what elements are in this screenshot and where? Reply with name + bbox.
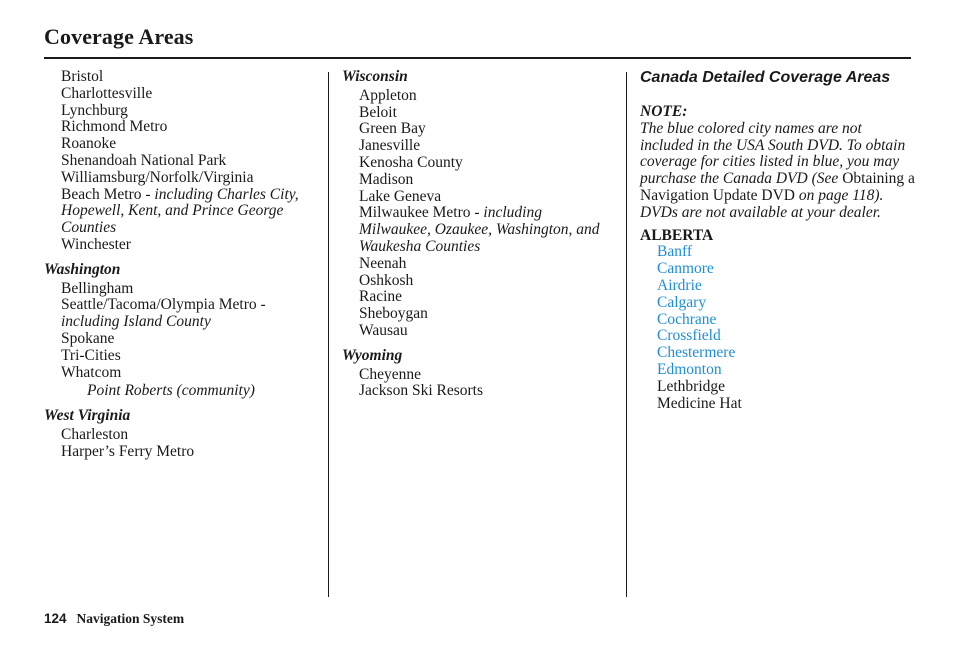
list-item: Lake Geneva (359, 187, 442, 205)
column-3 (640, 67, 915, 412)
city-blue: Cochrane (657, 310, 717, 328)
item-name: Milwaukee Metro - (359, 204, 484, 222)
item-name: Beach Metro - (61, 185, 155, 203)
list-item: Williamsburg/Norfolk/Virginia (61, 168, 254, 186)
page-footer (44, 611, 184, 627)
list-item: Lynchburg (61, 101, 128, 119)
note-label: NOTE: (640, 103, 688, 120)
list-item: Madison (359, 170, 414, 188)
list-item: Harper’s Ferry Metro (61, 442, 195, 460)
note-reference: Obtaining a Navigation Update DVD (640, 170, 915, 204)
note-text: on page 118). DVDs are not available at your dealer. (640, 186, 884, 221)
list-item: Charleston (61, 425, 129, 443)
column-2 (342, 69, 617, 400)
item-name: Seattle/Tacoma/Olympia Metro - (61, 296, 266, 314)
list-item-beach-metro (44, 187, 319, 237)
list-item: Cheyenne (359, 365, 421, 383)
list-item: Charlottesville (61, 84, 153, 102)
state-heading-washington: Washington (44, 260, 121, 278)
state-heading-wyoming: Wyoming (342, 346, 403, 364)
column-divider (626, 72, 627, 597)
list-item: Kenosha County (359, 153, 463, 171)
list-item: Oshkosh (359, 271, 414, 289)
list-item: Tri-Cities (61, 346, 121, 364)
item-note: including Island County (61, 313, 211, 331)
list-item: Janesville (359, 137, 421, 155)
province-heading-alberta: ALBERTA (640, 226, 714, 244)
page-title: Coverage Areas (44, 24, 194, 49)
list-item: Shenandoah National Park (61, 151, 227, 169)
list-item: Roanoke (61, 135, 117, 153)
list-item: Sheboygan (359, 305, 428, 323)
list-item: Spokane (61, 329, 115, 347)
list-item-seattle (44, 297, 319, 331)
list-item: Bristol (61, 68, 104, 85)
city-blue: Canmore (657, 260, 714, 278)
city-blue: Banff (657, 243, 693, 261)
list-item: Richmond Metro (61, 118, 168, 136)
list-item: Beloit (359, 103, 397, 121)
city-blue: Airdrie (657, 276, 702, 294)
item-note: including Milwaukee, Ozaukee, Washington, and Waukesha Counties (359, 204, 600, 255)
city-blue: Edmonton (657, 360, 722, 378)
footer-label: Navigation System (76, 611, 185, 626)
list-item: Jackson Ski Resorts (359, 382, 483, 400)
list-item: Bellingham (61, 279, 134, 297)
note-text: The blue colored city names are not included in the USA South DVD. To obtain coverage for cities listed in blue, you may purchase the Canada DVD (See (640, 119, 906, 188)
list-item-milwaukee (342, 205, 617, 255)
sub-item-community: Point Roberts (community) (87, 382, 255, 400)
city: Lethbridge (657, 377, 726, 395)
title-divider (44, 57, 911, 59)
list-item: Neenah (359, 254, 407, 272)
note-body (640, 121, 915, 222)
list-item: Racine (359, 288, 403, 306)
state-heading-wisconsin: Wisconsin (342, 68, 408, 85)
list-item: Whatcom (61, 363, 122, 381)
list-item: Appleton (359, 86, 417, 104)
column-1 (44, 69, 319, 461)
list-item: Winchester (61, 235, 131, 253)
city-blue: Crossfield (657, 327, 721, 345)
list-item: Wausau (359, 321, 408, 339)
city-blue: Calgary (657, 293, 707, 311)
item-note: including Charles City, Hopewell, Kent, and Prince George Counties (61, 185, 299, 237)
state-heading-west-virginia: West Virginia (44, 407, 131, 425)
page-number: 124 (44, 611, 67, 626)
column-divider (328, 72, 329, 597)
list-item: Green Bay (359, 120, 426, 138)
city-blue: Chestermere (657, 344, 736, 362)
section-heading-canada: Canada Detailed Coverage Areas (640, 69, 891, 86)
city: Medicine Hat (657, 394, 742, 412)
